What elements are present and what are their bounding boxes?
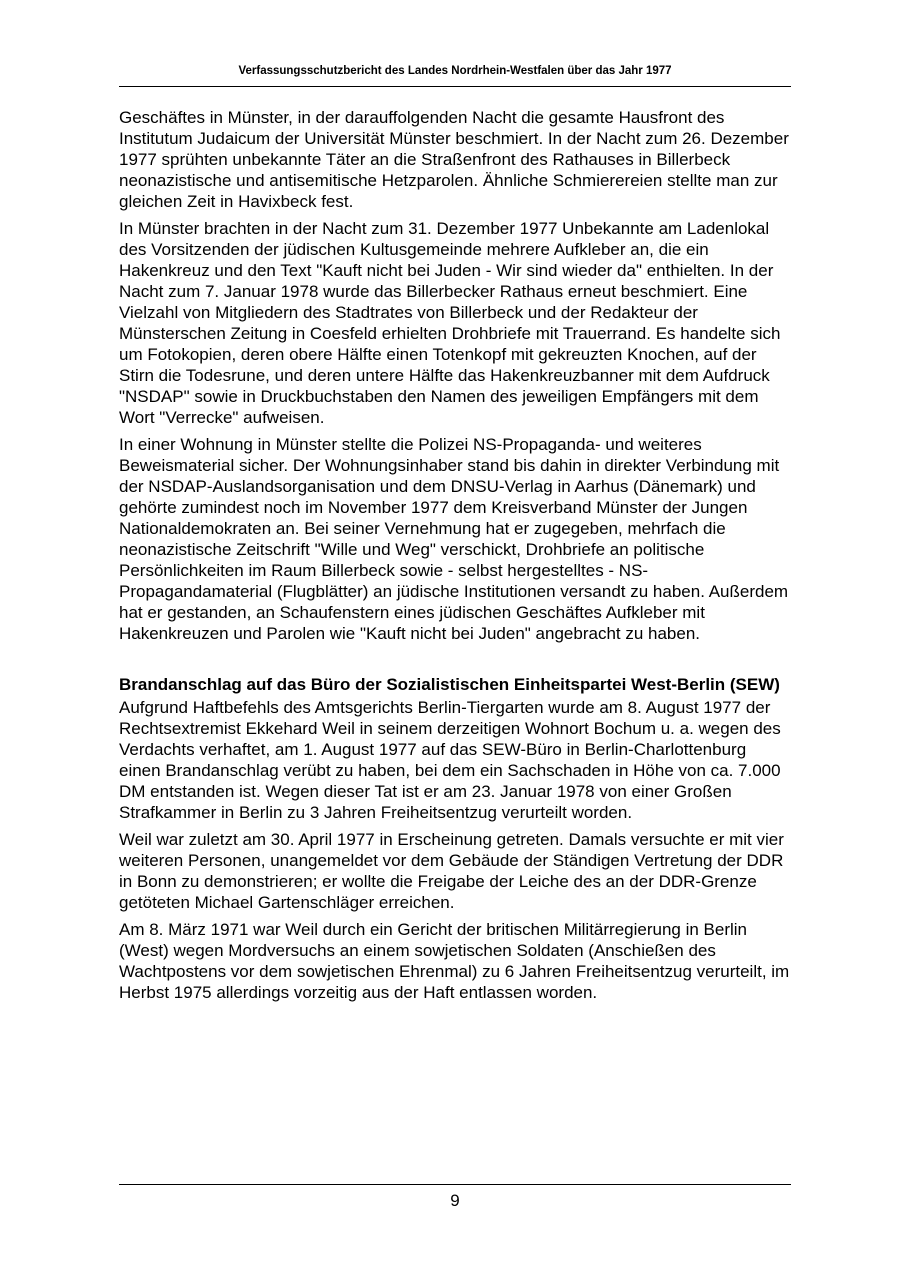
footer-divider [119, 1184, 791, 1185]
document-body [119, 107, 791, 1009]
header-divider [119, 86, 791, 87]
paragraph-demonstration: Weil war zuletzt am 30. April 1977 in Erscheinung getreten. Damals versuchte er mit vier weiteren Personen, unangemeldet vor dem Gebäude der Ständigen Vertretung der DDR in Bonn zu demonstrieren; er wollte die Freigabe der Leiche des an der DDR-Grenze getöteten Michael Gartenschläger erreichen. [119, 830, 784, 912]
paragraph-wohnungsdurchsuchung: In einer Wohnung in Münster stellte die Polizei NS-Propaganda- und weiteres Beweismaterial sicher. Der Wohnungsinhaber stand bis dahin in direkter Verbindung mit der NSDAP-Auslandsorganisation und dem DNSU-Verlag in Aarhus (Dänemark) und gehörte zumindest noch im November 1977 dem Kreisverband Münster der Jungen Nationaldemokraten an. Bei seiner Vernehmung hat er zugegeben, mehrfach die neonazistische Zeitschrift "Wille und Weg" verschickt, Drohbriefe an politische Persönlichkeiten im Raum Billerbeck sowie - selbst hergestelltes - NS-Propagandamaterial (Flugblätter) an jüdische Institutionen versandt zu haben. Außerdem hat er gestanden, an Schaufenstern eines jüdischen Geschäftes Aufkleber mit Hakenkreuzen und Parolen wie "Kauft nicht bei Juden" angebracht zu haben. [119, 435, 789, 643]
paragraph-aufkleber-drohbriefe: In Münster brachten in der Nacht zum 31. Dezember 1977 Unbekannte am Ladenlokal des Vorsitzenden der jüdischen Kultusgemeinde mehrere Aufkleber an, die ein Hakenkreuz und den Text "Kauft nicht bei Juden - Wir sind wieder da" enthielten. In der Nacht zum 7. Januar 1978 wurde das Billerbecker Rathaus erneut beschmiert. Eine Vielzahl von Mitgliedern des Stadtrates von Billerbeck und der Redakteur der Münsterschen Zeitung in Coesfeld erhielten Drohbriefe mit Trauerrand. Es handelte sich um Fotokopien, deren obere Hälfte einen Totenkopf mit gekreuzten Knochen, auf der Stirn die Todesrune, und deren untere Hälfte das Hakenkreuzbanner mit dem Aufdruck "NSDAP" sowie in Druckbuchstaben den Namen des jeweiligen Empfängers mit dem Wort "Verrecke" aufweisen. [119, 219, 781, 427]
page-header: Verfassungsschutzbericht des Landes Nordrhein-Westfalen über das Jahr 1977 [238, 65, 672, 77]
paragraph-muenster-schmierereien: Geschäftes in Münster, in der darauffolgenden Nacht die gesamte Hausfront des Institutum Judaicum der Universität Münster beschmiert. In der Nacht zum 26. Dezember 1977 sprühten unbekannte Täter an die Straßenfront des Rathauses in Billerbeck neonazistische und antisemitische Hetzparolen. Ähnliche Schmierereien stellte man zur gleichen Zeit in Havixbeck fest. [119, 108, 789, 211]
paragraph-verurteilung-1971: Am 8. März 1971 war Weil durch ein Gericht der britischen Militärregierung in Berlin (West) wegen Mordversuchs an einem sowjetischen Soldaten (Anschießen des Wachtpostens vor dem sowjetischen Ehrenmal) zu 6 Jahren Freiheitsentzug verurteilt, im Herbst 1975 allerdings vorzeitig aus der Haft entlassen worden. [119, 920, 790, 1002]
section-heading-brandanschlag: Brandanschlag auf das Büro der Sozialistischen Einheitspartei West-Berlin (SEW) [119, 675, 780, 694]
page-number: 9 [450, 1191, 460, 1210]
paragraph-haftbefehl: Aufgrund Haftbefehls des Amtsgerichts Berlin-Tiergarten wurde am 8. August 1977 der Rechtsextremist Ekkehard Weil in seinem derzeitigen Wohnort Bochum u. a. wegen des Verdachts verhaftet, am 1. August 1977 auf das SEW-Büro in Berlin-Charlottenburg einen Brandanschlag verübt zu haben, bei dem ein Sachschaden in Höhe von ca. 7.000 DM entstanden ist. Wegen dieser Tat ist er am 23. Januar 1978 von einer Großen Strafkammer in Berlin zu 3 Jahren Freiheitsentzug verurteilt worden. [119, 698, 781, 822]
